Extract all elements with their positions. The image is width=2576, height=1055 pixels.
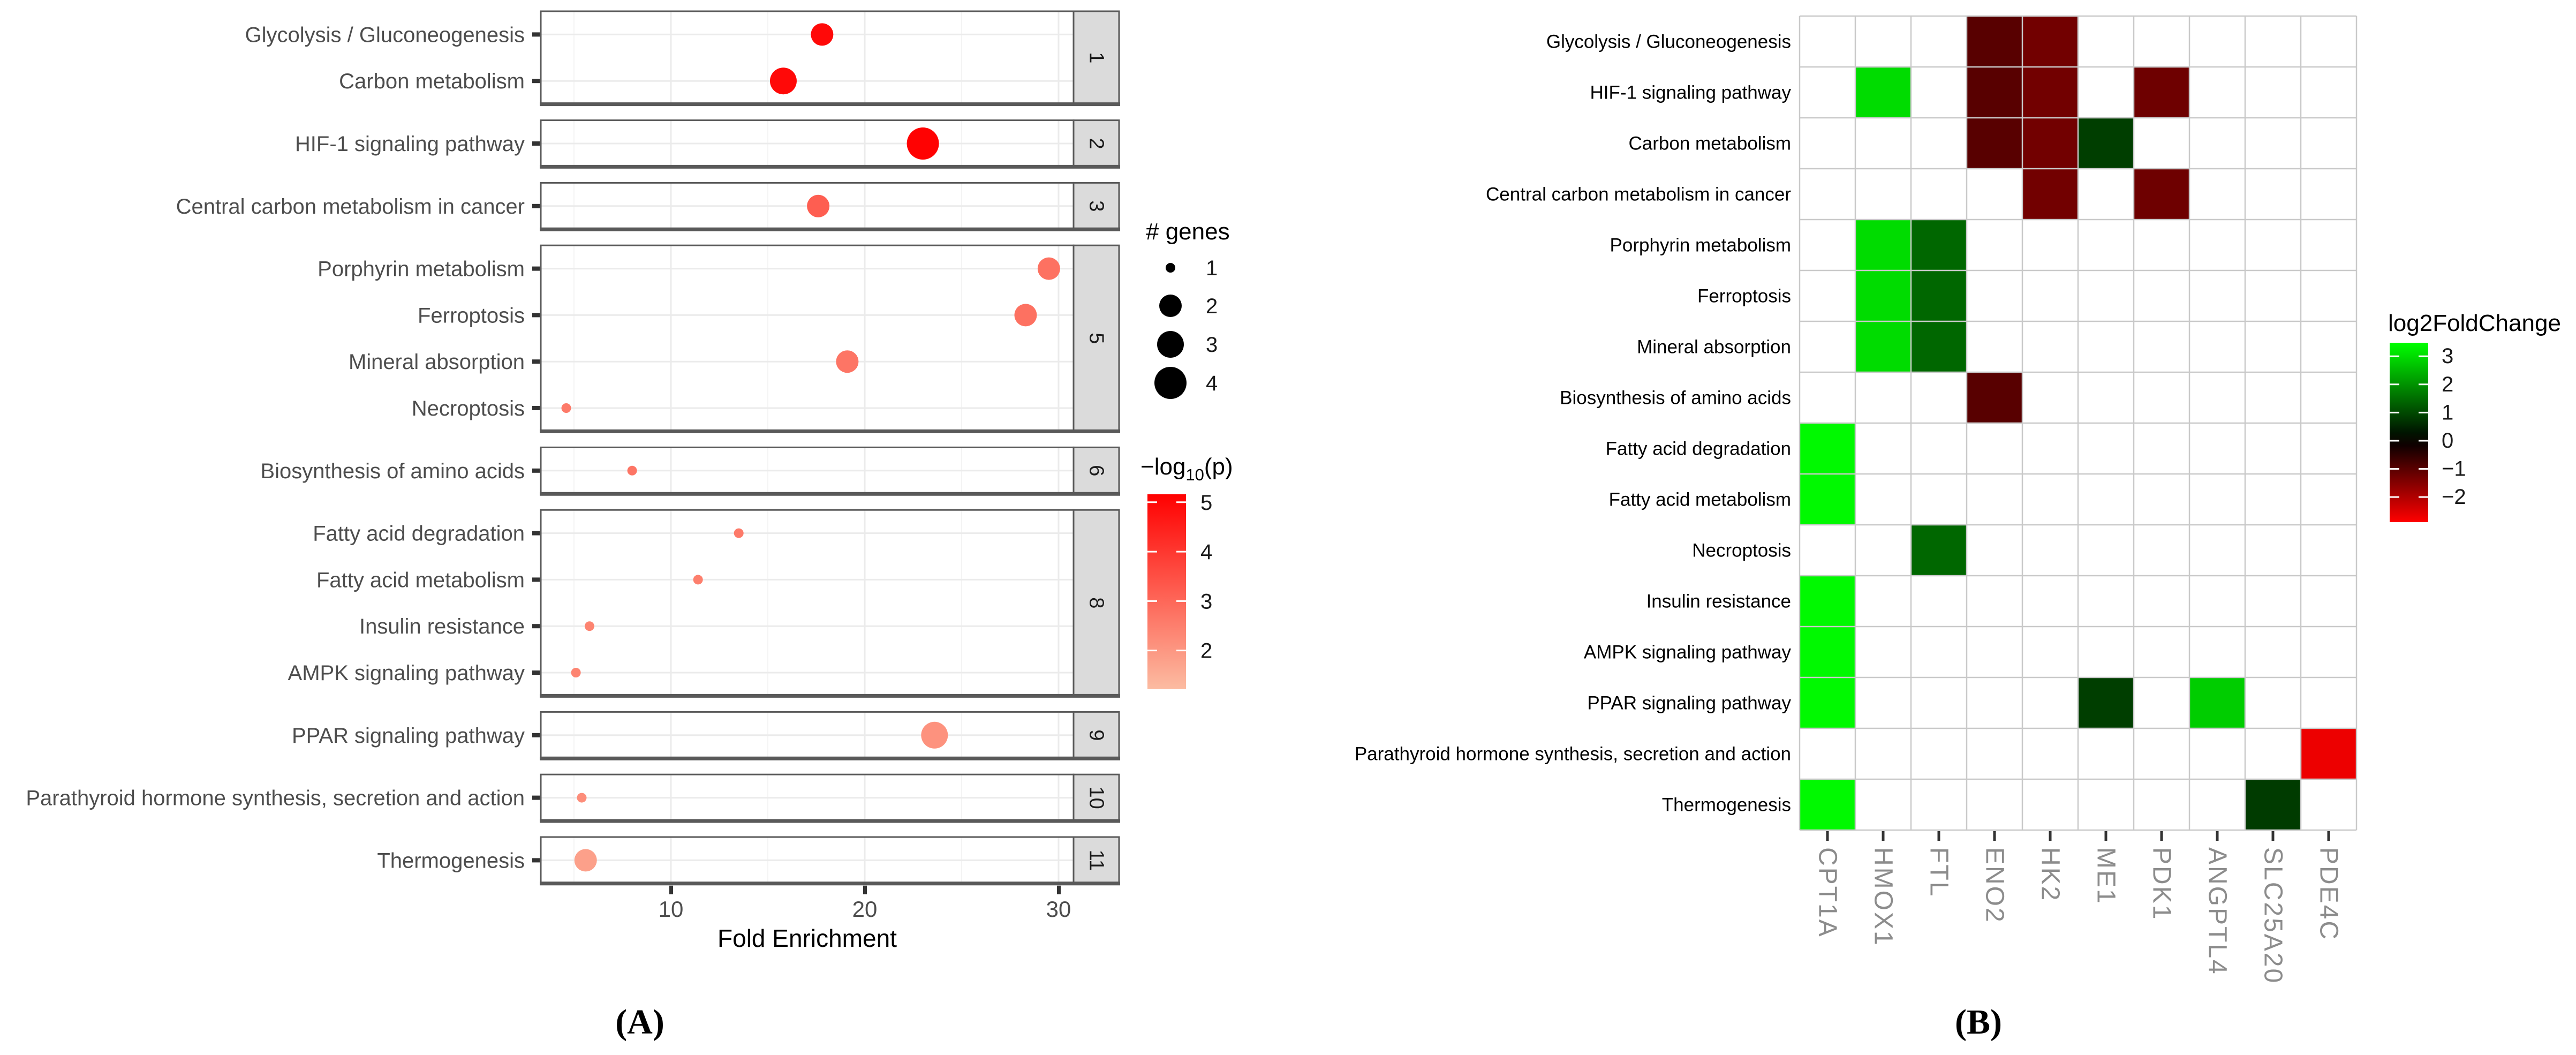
enrichment-dot [562,403,571,413]
legend-p-title: $-\log_{10}(p)$ [1140,454,1233,484]
pathway-label: Fatty acid metabolism [316,568,525,592]
heatmap-cell [1911,270,1967,321]
y-axis-tick [532,406,540,410]
enrichment-dot [907,127,939,160]
heatmap-row-label: Biosynthesis of amino acids [1560,387,1791,409]
pathway-label: Ferroptosis [417,304,525,328]
y-axis-tick [532,32,540,36]
heatmap-cell [1800,627,1855,677]
heatmap-cell [2245,779,2301,830]
x-axis-title: Fold Enrichment [717,924,897,952]
heatmap-cell [1800,474,1855,525]
legend-fc-tick-label: 1 [2442,401,2454,425]
heatmap-cell [2301,728,2356,779]
legend-genes-dot [1159,295,1182,317]
legend-p-tick-label: 5 [1200,491,1213,515]
pathway-label: Parathyroid hormone synthesis, secretion and action [26,786,525,810]
y-axis-tick [532,313,540,317]
legend-fc-tick-label: 2 [2442,372,2454,396]
pathway-label: Fatty acid degradation [313,522,525,546]
heatmap-cell [1967,16,2022,67]
enrichment-dot [734,529,744,538]
heatmap-cell [1800,779,1855,830]
gene-label: PDE4C [2314,847,2343,941]
heatmap-row-label: Necroptosis [1692,540,1791,561]
facet-strip-label: 10 [1085,786,1108,809]
pathway-label: Glycolysis / Gluconeogenesis [245,23,525,47]
facet-strip-label: 8 [1085,597,1108,609]
enrichment-dot [575,849,597,871]
heatmap-cell [2189,677,2245,728]
enrichment-dot [571,668,581,677]
enrichment-dot [807,195,829,217]
facet-strip-label: 9 [1085,729,1108,741]
heatmap-cell [1800,576,1855,627]
heatmap-cell [1855,220,1911,270]
y-axis-tick [532,359,540,364]
heatmap-cell [2022,169,2078,220]
heatmap-row-label: Carbon metabolism [1628,133,1791,154]
legend-p-colorbar [1147,494,1186,689]
gene-label: ENO2 [1980,847,2009,924]
legend-fc-tick-label: −2 [2442,485,2466,509]
legend-genes-label: 3 [1206,333,1218,357]
gene-label: HK2 [2036,847,2065,902]
pathway-label: HIF-1 signaling pathway [294,132,525,156]
y-axis-tick [532,577,540,582]
facet-panel [26,774,1120,821]
enrichment-dot [836,350,858,373]
heatmap-row-label: Insulin resistance [1646,591,1791,612]
gene-label: ANGPTL4 [2203,847,2232,976]
enrichment-dot [1038,258,1060,280]
legend-p-tick-label: 3 [1200,590,1213,614]
legend-p-tick-label: 4 [1200,540,1213,564]
heatmap-cell [1855,321,1911,372]
heatmap-row-label: HIF-1 signaling pathway [1590,82,1791,103]
heatmap-cell [1800,423,1855,474]
pathway-label: Mineral absorption [348,350,525,374]
pathway-label: Thermogenesis [377,849,525,873]
facet-panel [377,837,1120,884]
facet-panel [318,245,1120,431]
x-tick-label: 30 [1046,896,1071,922]
heatmap-cell [2022,16,2078,67]
heatmap-row-label: Ferroptosis [1697,285,1791,307]
heatmap-cell [1967,67,2022,118]
gene-label: ME1 [2091,847,2120,905]
legend-genes-dot [1154,367,1187,399]
x-axis-tick [669,886,673,894]
facet-strip-label: 11 [1085,849,1108,871]
enrichment-dot [770,67,797,94]
heatmap-row-label: Thermogenesis [1661,794,1791,816]
facet-panel [176,183,1120,229]
enrichment-dot [921,722,948,749]
heatmap-row-label: PPAR signaling pathway [1587,692,1791,714]
heatmap-cell [1855,67,1911,118]
heatmap-cell [2134,67,2189,118]
facet-strip-label: 2 [1085,138,1108,149]
enrichment-dot [811,23,833,46]
heatmap-row-label: Glycolysis / Gluconeogenesis [1546,31,1791,52]
heatmap-row-label: Fatty acid degradation [1605,438,1791,459]
enrichment-dot [628,466,637,476]
gene-label: FTL [1924,847,1953,898]
x-axis-tick [863,886,867,894]
legend-genes-label: 1 [1206,257,1218,280]
legend-fc-tick-label: −1 [2442,457,2466,481]
heatmap-cell [2078,677,2134,728]
heatmap-cell [2022,67,2078,118]
heatmap-cell [2078,118,2134,169]
gene-label: CPT1A [1813,847,1842,938]
facet-strip-label: 6 [1085,465,1108,477]
panel-a-dotplot [26,11,1233,952]
heatmap-cell [1911,220,1967,270]
heatmap-cell [1911,525,1967,576]
heatmap-row-label: Parathyroid hormone synthesis, secretion and action [1354,743,1791,765]
pathway-label: Carbon metabolism [339,70,525,94]
heatmap-cell [1800,677,1855,728]
pathway-label: Necroptosis [411,397,525,420]
facet-panel [295,120,1120,167]
legend-genes-title: # genes [1146,218,1230,245]
enrichment-dot [585,621,594,631]
facet-strip-label: 3 [1085,200,1108,212]
legend-fc-colorbar [2390,343,2428,522]
y-axis-tick [532,267,540,271]
heatmap-row-label: AMPK signaling pathway [1583,642,1791,663]
heatmap-cell [1967,372,2022,423]
heatmap-row-label: Mineral absorption [1637,336,1791,358]
heatmap-row-label: Central carbon metabolism in cancer [1486,184,1791,205]
legend-genes-dot [1157,331,1184,358]
pathway-label: Biosynthesis of amino acids [260,459,525,483]
facet-panel [245,11,1120,104]
facet-panel [292,712,1120,758]
heatmap-cell [1855,270,1911,321]
legend-fc-tick-label: 0 [2442,428,2454,453]
enrichment-dot [1014,304,1037,326]
caption-panel-a: (A) [615,1003,664,1042]
enrichment-dot [577,793,586,803]
x-tick-label: 20 [852,896,878,922]
x-tick-label: 10 [658,896,684,922]
legend-fc-tick-label: 3 [2442,344,2454,368]
pathway-label: Insulin resistance [359,615,525,639]
facet-strip-label: 1 [1085,52,1108,64]
heatmap-cell [2022,118,2078,169]
facet-panel [288,510,1120,696]
gene-label: HMOX1 [1869,847,1898,947]
gene-label: PDK1 [2147,847,2176,921]
heatmap-cell [1911,321,1967,372]
caption-panel-b: (B) [1955,1003,2002,1042]
panel-b-heatmap [1355,16,2561,984]
pathway-label: Porphyrin metabolism [318,257,525,281]
x-axis-tick [1057,886,1061,894]
legend-genes-label: 4 [1206,372,1218,395]
heatmap-row-label: Fatty acid metabolism [1608,489,1791,510]
legend-genes-dot [1166,263,1175,273]
legend-genes-label: 2 [1206,295,1218,318]
y-axis-tick [532,204,540,208]
pathway-label: Central carbon metabolism in cancer [176,194,525,218]
enrichment-dot [693,575,703,584]
y-axis-tick [532,796,540,800]
facet-panel [260,447,1120,494]
y-axis-tick [532,624,540,628]
heatmap-row-label: Porphyrin metabolism [1610,235,1791,256]
facet-strip-label: 5 [1085,333,1108,344]
y-axis-tick [532,733,540,737]
y-axis-tick [532,141,540,146]
heatmap-grid [1800,16,2356,830]
legend-fc-title: log2FoldChange [2388,310,2561,336]
pathway-label: PPAR signaling pathway [291,724,525,748]
y-axis-tick [532,79,540,83]
heatmap-cell [2134,169,2189,220]
y-axis-tick [532,858,540,862]
y-axis-tick [532,531,540,536]
heatmap-cell [1967,118,2022,169]
legend-p-tick-label: 2 [1200,639,1213,663]
y-axis-tick [532,469,540,473]
pathway-label: AMPK signaling pathway [288,661,525,685]
y-axis-tick [532,670,540,675]
gene-label: SLC25A20 [2258,847,2287,985]
